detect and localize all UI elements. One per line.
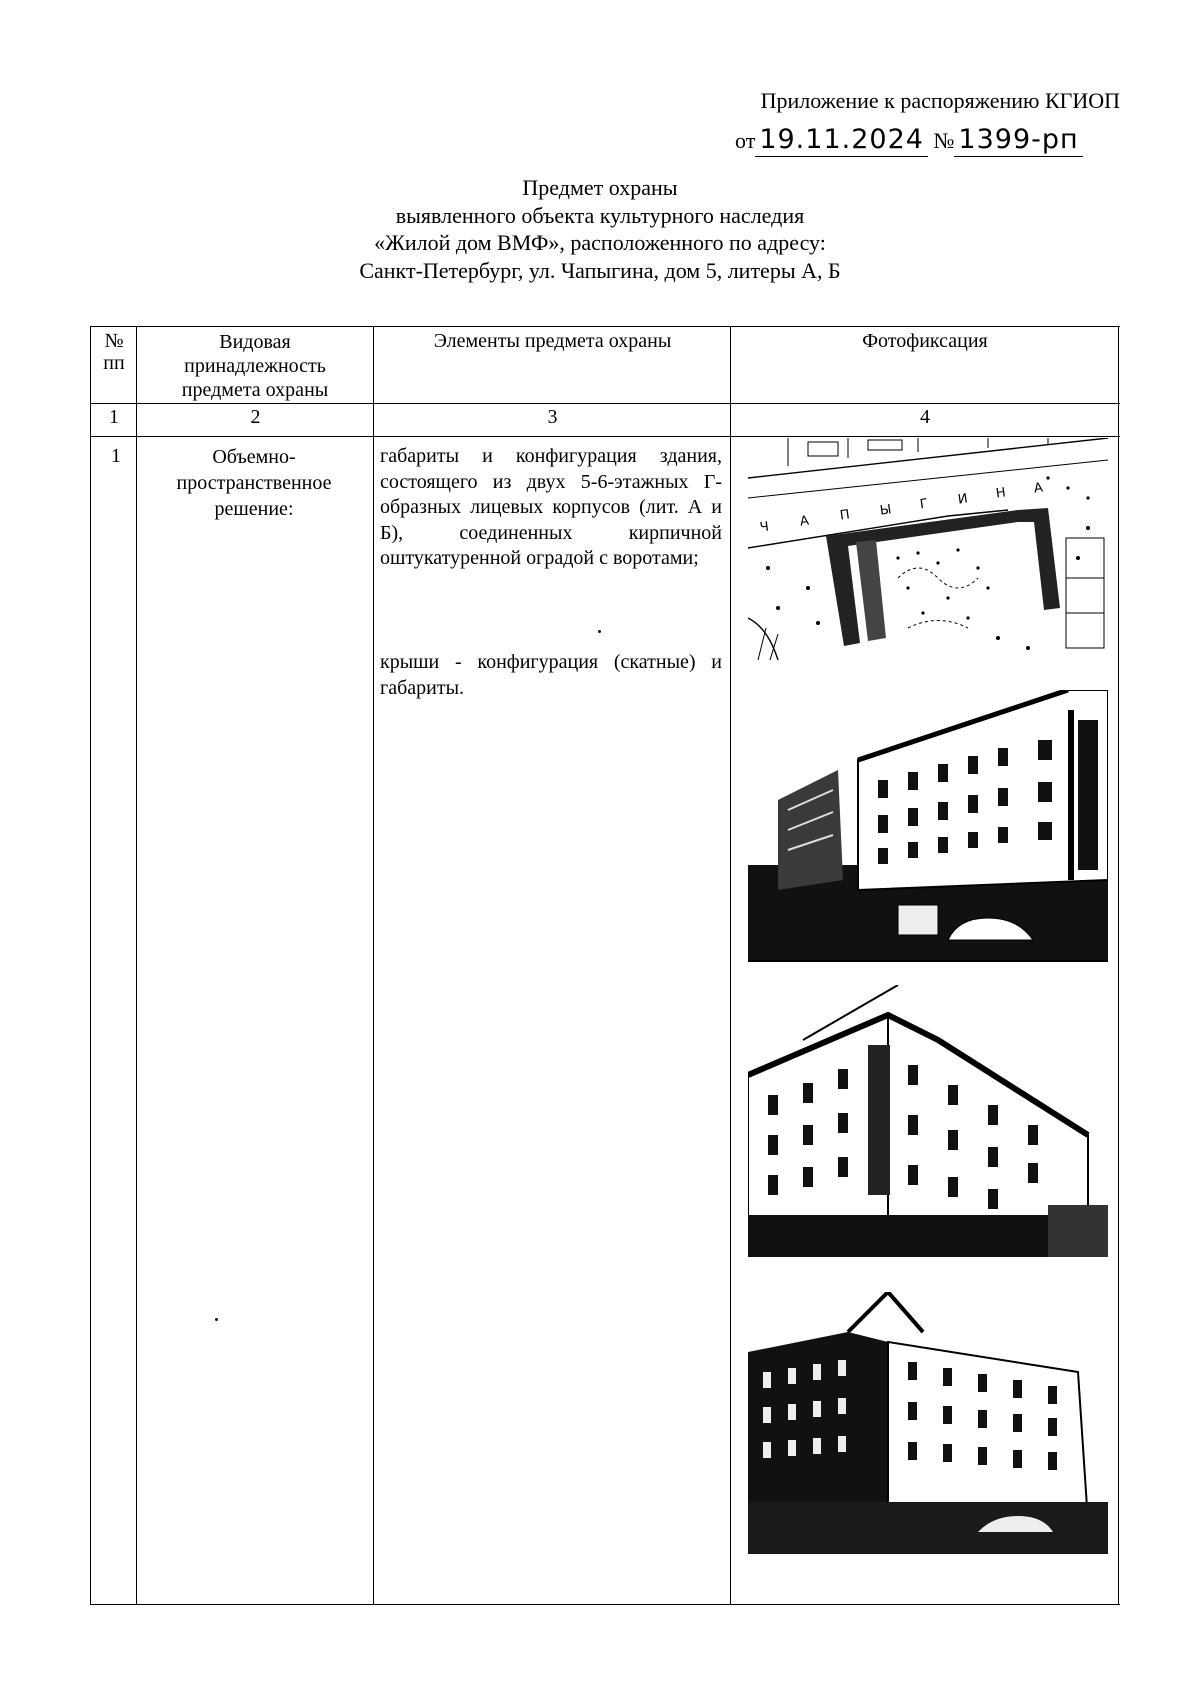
decree-date: 19.11.2024: [755, 126, 928, 157]
column-border-right: [1118, 326, 1119, 1605]
corner-view-photo: [748, 985, 1108, 1257]
street-letter: А: [798, 513, 810, 530]
element-dimensions: габариты и конфигурация здания, состоящего из двух 5-6-этажных Г-образных лицевых корпусов (лит. А и Б), соединенных кирпичной оштукатуренной оградой с воротами;: [380, 445, 722, 569]
column-border-1: [136, 326, 137, 1605]
header-elements: Элементы предмета охраны: [433, 330, 672, 352]
scan-speck: [215, 1318, 218, 1321]
protection-kind: Объемно-пространственное решение:: [176, 446, 332, 520]
column-number-2: 2: [250, 406, 261, 428]
decree-number: 1399-рп: [954, 126, 1082, 157]
building-perspective-photo: [748, 1292, 1108, 1554]
street-letter: А: [1032, 480, 1044, 497]
site-plan-image: [748, 438, 1108, 660]
column-number-1: 1: [109, 406, 119, 428]
numbers-divider: [90, 436, 1120, 437]
table-top-border: [90, 326, 1120, 327]
street-letter: Г: [918, 496, 929, 513]
header-photos: Фотофиксация: [862, 330, 988, 352]
title-line-1: Предмет охраны: [522, 175, 678, 200]
facade-street-photo: [748, 690, 1108, 962]
building-perspective-image: [748, 1292, 1108, 1554]
decree-reference: [735, 126, 1083, 157]
table-bottom-border: [90, 1604, 1120, 1605]
street-letter: Ы: [879, 502, 893, 519]
title-line-2: выявленного объекта культурного наследия: [395, 202, 805, 228]
column-border-2: [373, 326, 374, 1605]
site-plan-drawing: [748, 438, 1108, 660]
from-label: от: [735, 128, 756, 153]
street-letter: П: [839, 507, 851, 524]
column-border-3: [730, 326, 731, 1605]
scan-speck: [598, 630, 601, 633]
street-letter: Ч: [758, 519, 770, 536]
facade-street-image: [748, 690, 1108, 962]
street-letter: Н: [995, 485, 1007, 502]
title-line-3: «Жилой дом ВМФ», расположенного по адресу:: [374, 230, 826, 255]
corner-view-image: [748, 985, 1108, 1257]
column-number-4: 4: [920, 406, 930, 428]
element-roofs: крыши - конфигурация (скатные) и габариты.: [380, 651, 722, 699]
header-divider: [90, 403, 1120, 404]
appendix-caption: Приложение к распоряжению КГИОП: [760, 88, 1120, 113]
number-label: №: [933, 128, 955, 153]
column-number-3: 3: [547, 406, 558, 428]
header-kind: Видовая принадлежность предмета охраны: [181, 331, 329, 401]
header-number: № пп: [103, 330, 125, 374]
title-line-4: Санкт-Петербург, ул. Чапыгина, дом 5, литеры А, Б: [359, 257, 841, 283]
document-title: [0, 174, 1200, 284]
column-border-left: [90, 326, 91, 1605]
row-number: 1: [111, 445, 121, 467]
street-letter: И: [957, 491, 969, 508]
